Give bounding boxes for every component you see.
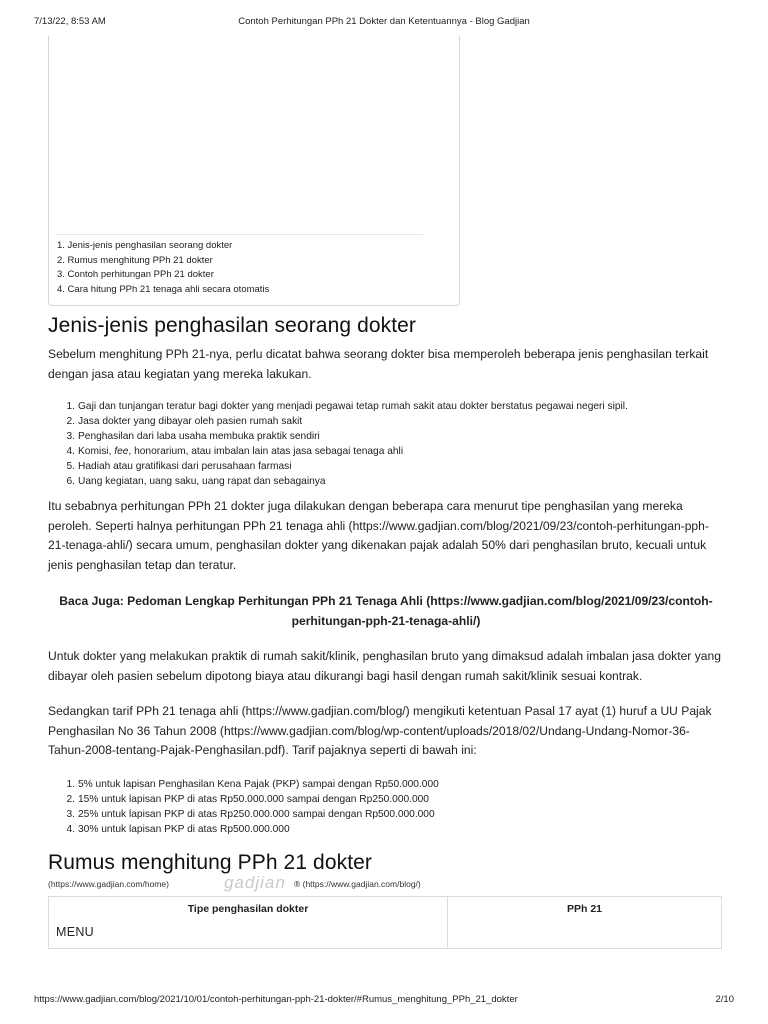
blog-link[interactable]: ® (https://www.gadjian.com/blog/) — [294, 879, 421, 889]
list-item: 5. Hadiah atau gratifikasi dari perusahaan farmasi — [66, 461, 292, 472]
print-url: https://www.gadjian.com/blog/2021/10/01/contoh-perhitungan-pph-21-dokter/#Rumus_menghitung_PPh_21_dokter — [34, 994, 518, 1005]
list-item: 4. Komisi, fee, honorarium, atau imbalan lain atas jasa sebagai tenaga ahli — [66, 446, 404, 457]
site-header-overlay — [48, 873, 728, 893]
page-number: 2/10 — [715, 994, 734, 1005]
pph-table — [48, 896, 722, 949]
toc-item[interactable]: 3. Contoh perhitungan PPh 21 dokter — [57, 269, 214, 280]
table-header-income-type: Tipe penghasilan dokter — [49, 897, 448, 949]
list-item: 2. Jasa dokter yang dibayar oleh pasien rumah sakit — [66, 416, 303, 427]
intro-paragraph: Sebelum menghitung PPh 21-nya, perlu dicatat bahwa seorang dokter bisa memperoleh beberapa jenis penghasilan terkait dengan jasa atau kegiatan yang mereka lakukan. — [48, 347, 709, 381]
explanation-paragraph: Itu sebabnya perhitungan PPh 21 dokter juga dilakukan dengan beberapa cara menurut tipe penghasilan yang mereka peroleh. Seperti halnya perhitungan PPh 21 tenaga ahli (https://www.gadjian.com/blog/2021/09/23/contoh-perhitungan-pph-21-tenaga-ahli/) secara umum, penghasilan dokter yang dikenakan pajak adalah 50% dari penghasilan bruto, kecuali untuk jenis penghasilan tetap dan teratur. — [48, 499, 709, 572]
tax-rates-list — [48, 777, 439, 837]
print-datetime: 7/13/22, 8:53 AM — [34, 16, 106, 27]
tarif-paragraph: Sedangkan tarif PPh 21 tenaga ahli (https://www.gadjian.com/blog/) mengikuti ketentuan Pasal 17 ayat (1) huruf a UU Pajak Penghasilan No 36 Tahun 2008 (https://www.gadjian.com/blog/wp-content/uploads/2018/02/Undang-Undang-Nomor-36-Tahun-2008-tentang-Pajak-Penghasilan.pdf). Tarif pajaknya seperti di bawah ini: — [48, 704, 712, 757]
list-item: 3. 25% untuk lapisan PKP di atas Rp250.000.000 sampai dengan Rp500.000.000 — [66, 809, 435, 820]
toc-list — [57, 239, 269, 297]
table-header-pph21: PPh 21 — [448, 897, 722, 949]
section-heading: Jenis-jenis penghasilan seorang dokter — [48, 314, 417, 337]
list-item: 2. 15% untuk lapisan PKP di atas Rp50.000.000 sampai dengan Rp250.000.000 — [66, 794, 429, 805]
list-item: 1. Gaji dan tunjangan teratur bagi dokter yang menjadi pegawai tetap rumah sakit atau dokter berstatus pegawai negeri sipil. — [66, 401, 628, 412]
toc-item[interactable]: 1. Jenis-jenis penghasilan seorang dokter — [57, 240, 233, 251]
toc-item[interactable]: 4. Cara hitung PPh 21 tenaga ahli secara otomatis — [57, 283, 270, 295]
list-item: 3. Penghasilan dari laba usaha membuka praktik sendiri — [66, 431, 320, 442]
table-header-row — [49, 897, 722, 949]
toc-divider — [55, 234, 423, 235]
list-item: 4. 30% untuk lapisan PKP di atas Rp500.000.000 — [66, 824, 290, 835]
print-page-title: Contoh Perhitungan PPh 21 Dokter dan Ketentuannya - Blog Gadjian — [238, 16, 530, 27]
income-types-list — [48, 399, 628, 489]
baca-juga-link[interactable]: Baca Juga: Pedoman Lengkap Perhitungan PPh 21 Tenaga Ahli (https://www.gadjian.com/blog/2021/09/23/contoh-perhitungan-pph-21-tenaga-ahli/) — [59, 594, 713, 628]
print-header — [34, 16, 734, 30]
list-item: 6. Uang kegiatan, uang saku, uang rapat dan sebagainya — [66, 476, 326, 487]
toc-item[interactable]: 2. Rumus menghitung PPh 21 dokter — [57, 254, 213, 266]
list-item: 1. 5% untuk lapisan Penghasilan Kena Pajak (PKP) sampai dengan Rp50.000.000 — [66, 779, 439, 790]
gadjian-logo[interactable]: gadjian — [224, 873, 286, 892]
home-link[interactable]: (https://www.gadjian.com/home) — [48, 879, 169, 889]
menu-button[interactable]: MENU — [56, 925, 95, 939]
table-of-contents — [48, 36, 460, 306]
bruto-paragraph: Untuk dokter yang melakukan praktik di rumah sakit/klinik, penghasilan bruto yang dimaksud adalah imbalan jasa dokter yang dibayar oleh pasien sebelum dipotong biaya atau dikurangi bagi hasil dengan rumah sakit/klinik sesuai kontrak. — [48, 649, 721, 683]
section-heading-rumus: Rumus menghitung PPh 21 dokter — [48, 851, 373, 874]
